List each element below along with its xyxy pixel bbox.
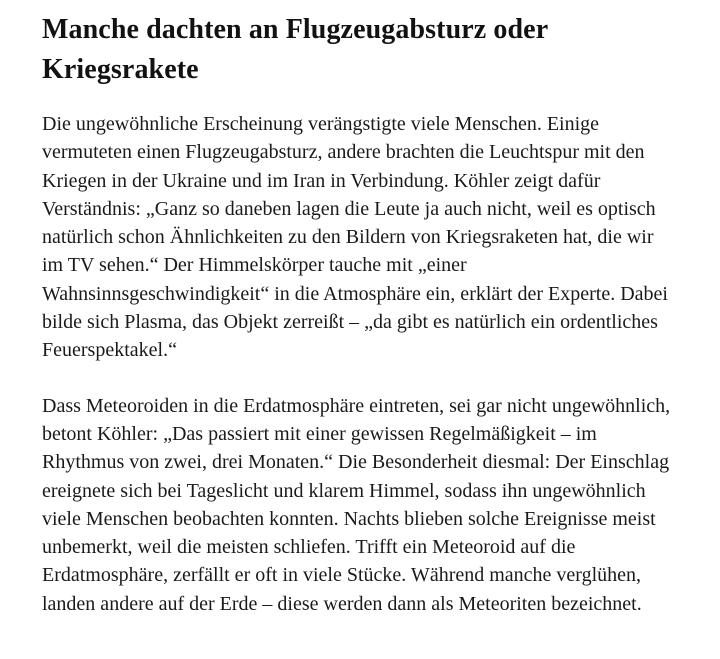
article-paragraph-2: Dass Meteoroiden in die Erdatmosphäre eintreten, sei gar nicht ungewöhnlich, betont Köhler: „Das passiert mit einer gewissen Regelmäßigkeit – im Rhythmus von zwei, drei Monaten.“ Die Besonderheit diesmal: Der Einschlag ereignete sich bei Tageslicht und klarem Himmel, sodass ihn ungewöhnlich viele Menschen beobachten konnten. Nachts blieben solche Ereignisse meist unbemerkt, weil die meisten schliefen. Trifft ein Meteoroid auf die Erdatmosphäre, zerfällt er oft in viele Stücke. Während manche verglühen, landen andere auf der Erde – diese werden dann als Meteoriten bezeichnet. xyxy=(42,394,671,615)
article-paragraph-1: Die ungewöhnliche Erscheinung verängstigte viele Menschen. Einige vermuteten einen Flugzeugabsturz, andere brachten die Leuchtspur mit den Kriegen in der Ukraine und im Iran in Verbindung. Köhler zeigt dafür Verständnis: „Ganz so daneben lagen die Leute ja auch nicht, weil es optisch natürlich schon Ähnlichkeiten zu den Bildern von Kriegsraketen hat, die wir im TV sehen.“ Der Himmelskörper tauche mit „einer Wahnsinnsgeschwindigkeit“ in die Atmosphäre ein, erklärt der Experte. Dabei bilde sich Plasma, das Objekt zerreißt – „da gibt es natürlich ein ordentliches Feuerspektakel.“ xyxy=(42,113,668,362)
article-headline: Manche dachten an Flugzeugabsturz oder Kriegsrakete xyxy=(42,14,548,85)
